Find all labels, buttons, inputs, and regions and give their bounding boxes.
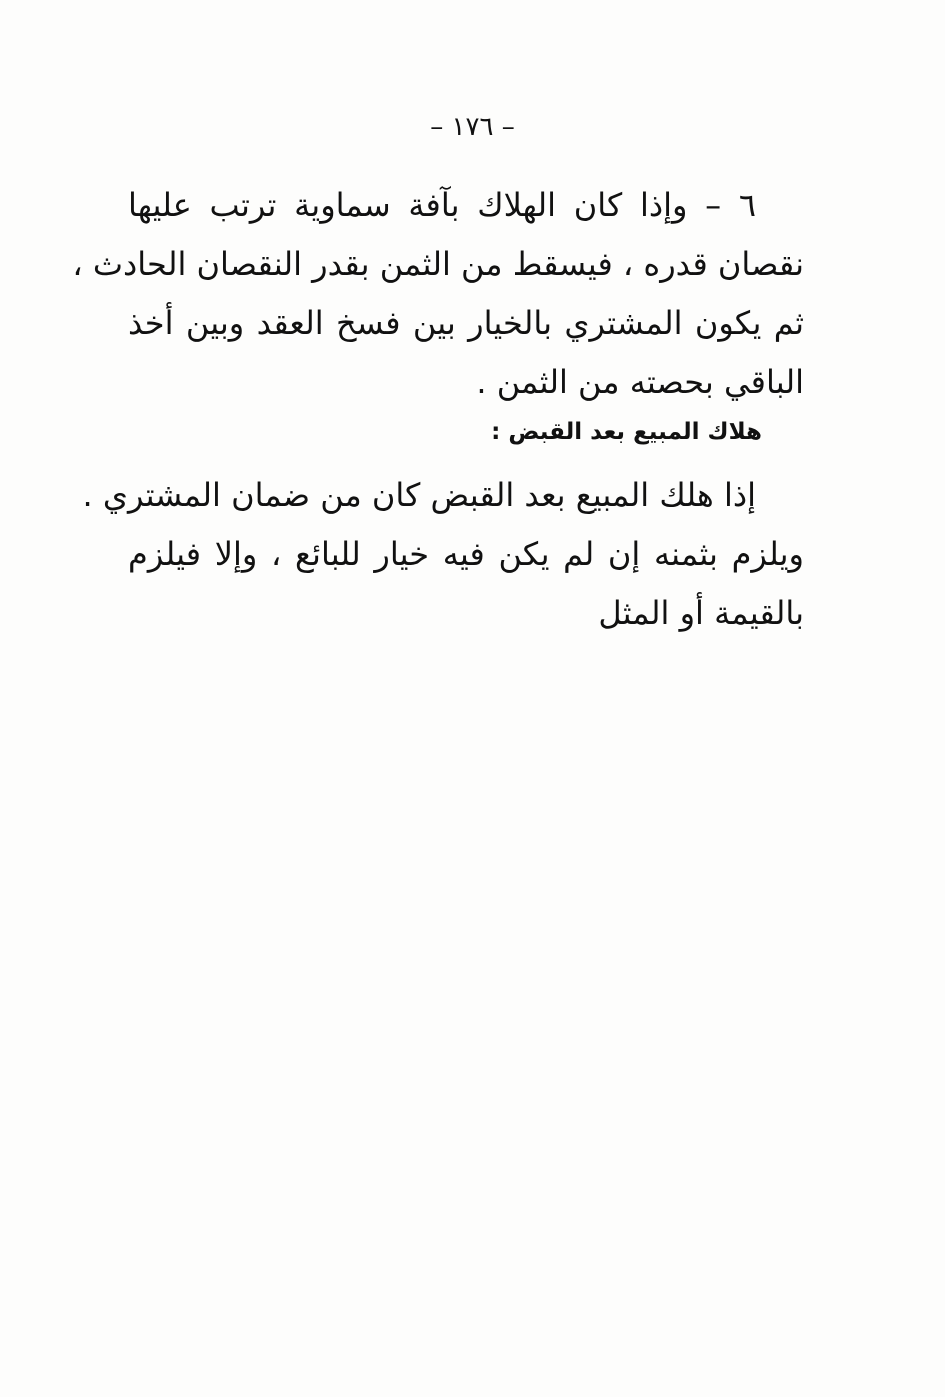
text-line: بالقيمة أو المثل bbox=[598, 594, 804, 632]
paragraph-after-receipt bbox=[82, 466, 804, 643]
text-line: الباقي بحصته من الثمن . bbox=[476, 363, 804, 401]
text-line: ويلزم بثمنه إن لم يكن فيه خيار للبائع ، وإلا فيلزم bbox=[128, 535, 804, 573]
section-heading: هلاك المبيع بعد القبض : bbox=[491, 419, 762, 445]
paragraph-item-6 bbox=[72, 176, 804, 412]
page-number: – ١٧٦ – bbox=[430, 112, 515, 142]
text-line: ثم يكون المشتري بالخيار بين فسخ العقد وبين أخذ bbox=[128, 304, 804, 342]
text-line: ٦ – وإذا كان الهلاك بآفة سماوية ترتب عليها bbox=[128, 186, 756, 224]
text-line: نقصان قدره ، فيسقط من الثمن بقدر النقصان الحادث ، bbox=[72, 245, 804, 283]
text-line: إذا هلك المبيع بعد القبض كان من ضمان المشتري . bbox=[82, 476, 756, 514]
